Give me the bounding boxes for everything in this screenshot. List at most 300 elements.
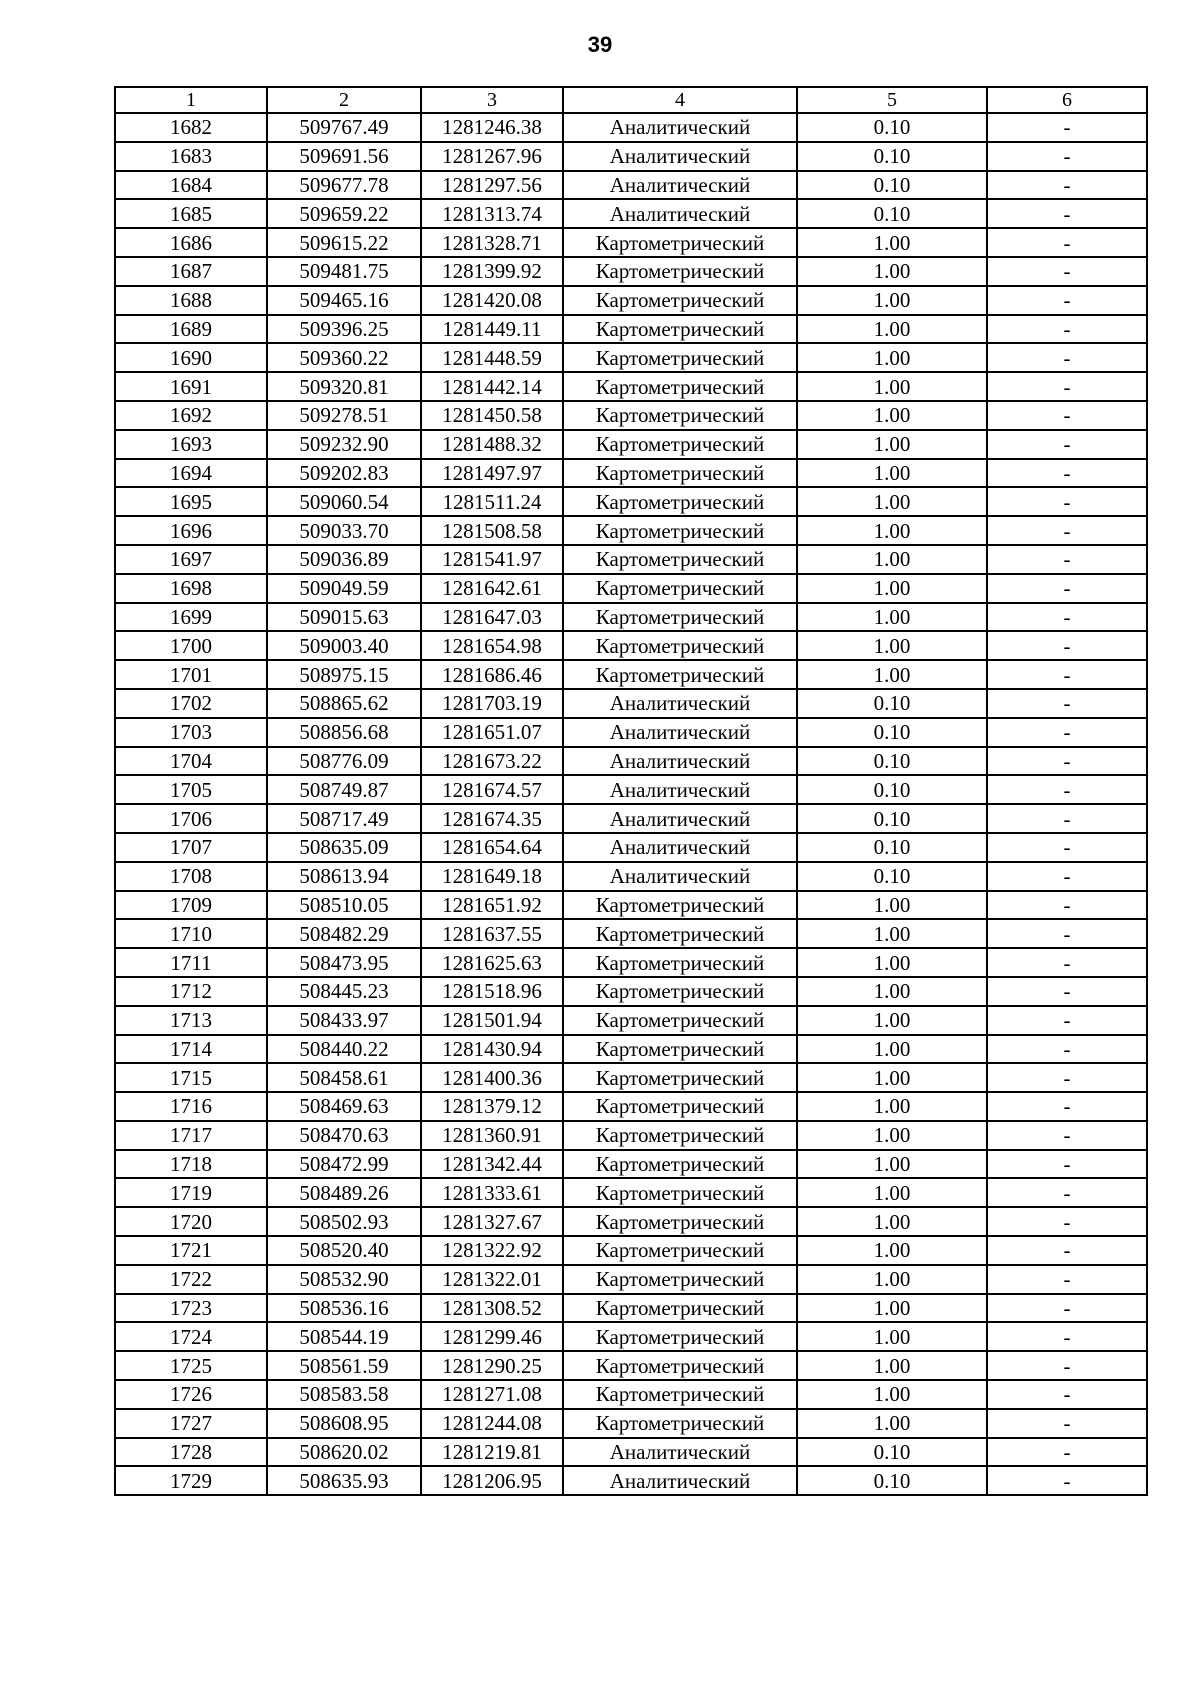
accuracy-cell: 1.00 bbox=[797, 1121, 987, 1150]
note-cell: - bbox=[987, 1006, 1147, 1035]
table-row bbox=[115, 171, 1147, 200]
x-coordinate-cell: 508502.93 bbox=[267, 1207, 421, 1236]
note-cell: - bbox=[987, 603, 1147, 632]
method-cell: Картометрический bbox=[563, 545, 797, 574]
x-coordinate-cell: 508865.62 bbox=[267, 689, 421, 718]
method-cell: Картометрический bbox=[563, 574, 797, 603]
table-row bbox=[115, 775, 1147, 804]
method-cell: Картометрический bbox=[563, 372, 797, 401]
note-cell: - bbox=[987, 1294, 1147, 1323]
x-coordinate-cell: 509677.78 bbox=[267, 171, 421, 200]
method-cell: Аналитический bbox=[563, 718, 797, 747]
accuracy-cell: 1.00 bbox=[797, 487, 987, 516]
table-row bbox=[115, 487, 1147, 516]
accuracy-cell: 1.00 bbox=[797, 1265, 987, 1294]
x-coordinate-cell: 508613.94 bbox=[267, 862, 421, 891]
point-number-cell: 1729 bbox=[115, 1466, 267, 1495]
point-number-cell: 1709 bbox=[115, 891, 267, 920]
table-row bbox=[115, 718, 1147, 747]
accuracy-cell: 1.00 bbox=[797, 1207, 987, 1236]
note-cell: - bbox=[987, 1092, 1147, 1121]
point-number-cell: 1712 bbox=[115, 977, 267, 1006]
y-coordinate-cell: 1281654.98 bbox=[421, 631, 563, 660]
method-cell: Картометрический bbox=[563, 257, 797, 286]
note-cell: - bbox=[987, 171, 1147, 200]
point-number-cell: 1694 bbox=[115, 459, 267, 488]
accuracy-cell: 0.10 bbox=[797, 113, 987, 142]
method-cell: Картометрический bbox=[563, 1409, 797, 1438]
accuracy-cell: 0.10 bbox=[797, 804, 987, 833]
note-cell: - bbox=[987, 1178, 1147, 1207]
point-number-cell: 1720 bbox=[115, 1207, 267, 1236]
y-coordinate-cell: 1281642.61 bbox=[421, 574, 563, 603]
y-coordinate-cell: 1281501.94 bbox=[421, 1006, 563, 1035]
note-cell: - bbox=[987, 487, 1147, 516]
note-cell: - bbox=[987, 631, 1147, 660]
y-coordinate-cell: 1281244.08 bbox=[421, 1409, 563, 1438]
y-coordinate-cell: 1281297.56 bbox=[421, 171, 563, 200]
y-coordinate-cell: 1281673.22 bbox=[421, 747, 563, 776]
point-number-cell: 1685 bbox=[115, 199, 267, 228]
accuracy-cell: 1.00 bbox=[797, 977, 987, 1006]
method-cell: Картометрический bbox=[563, 631, 797, 660]
point-number-cell: 1691 bbox=[115, 372, 267, 401]
y-coordinate-cell: 1281686.46 bbox=[421, 660, 563, 689]
table-row bbox=[115, 977, 1147, 1006]
note-cell: - bbox=[987, 1121, 1147, 1150]
table-row bbox=[115, 1351, 1147, 1380]
x-coordinate-cell: 508473.95 bbox=[267, 948, 421, 977]
y-coordinate-cell: 1281360.91 bbox=[421, 1121, 563, 1150]
y-coordinate-cell: 1281400.36 bbox=[421, 1063, 563, 1092]
table-row bbox=[115, 747, 1147, 776]
x-coordinate-cell: 509320.81 bbox=[267, 372, 421, 401]
point-number-cell: 1722 bbox=[115, 1265, 267, 1294]
y-coordinate-cell: 1281651.07 bbox=[421, 718, 563, 747]
point-number-cell: 1725 bbox=[115, 1351, 267, 1380]
table-row bbox=[115, 286, 1147, 315]
x-coordinate-cell: 509767.49 bbox=[267, 113, 421, 142]
y-coordinate-cell: 1281508.58 bbox=[421, 516, 563, 545]
point-number-cell: 1695 bbox=[115, 487, 267, 516]
y-coordinate-cell: 1281448.59 bbox=[421, 343, 563, 372]
accuracy-cell: 1.00 bbox=[797, 1063, 987, 1092]
y-coordinate-cell: 1281246.38 bbox=[421, 113, 563, 142]
x-coordinate-cell: 508635.09 bbox=[267, 833, 421, 862]
method-cell: Картометрический bbox=[563, 315, 797, 344]
accuracy-cell: 1.00 bbox=[797, 1322, 987, 1351]
method-cell: Аналитический bbox=[563, 199, 797, 228]
note-cell: - bbox=[987, 545, 1147, 574]
x-coordinate-cell: 509033.70 bbox=[267, 516, 421, 545]
accuracy-cell: 0.10 bbox=[797, 1466, 987, 1495]
y-coordinate-cell: 1281322.01 bbox=[421, 1265, 563, 1294]
accuracy-cell: 0.10 bbox=[797, 775, 987, 804]
y-coordinate-cell: 1281649.18 bbox=[421, 862, 563, 891]
note-cell: - bbox=[987, 660, 1147, 689]
accuracy-cell: 1.00 bbox=[797, 948, 987, 977]
method-cell: Картометрический bbox=[563, 1294, 797, 1323]
table-row bbox=[115, 948, 1147, 977]
note-cell: - bbox=[987, 574, 1147, 603]
table-row bbox=[115, 343, 1147, 372]
note-cell: - bbox=[987, 286, 1147, 315]
y-coordinate-cell: 1281511.24 bbox=[421, 487, 563, 516]
point-number-cell: 1723 bbox=[115, 1294, 267, 1323]
accuracy-cell: 1.00 bbox=[797, 631, 987, 660]
x-coordinate-cell: 508458.61 bbox=[267, 1063, 421, 1092]
table-row bbox=[115, 257, 1147, 286]
column-header: 3 bbox=[421, 87, 563, 113]
table-row bbox=[115, 862, 1147, 891]
x-coordinate-cell: 508520.40 bbox=[267, 1236, 421, 1265]
column-header: 4 bbox=[563, 87, 797, 113]
note-cell: - bbox=[987, 1265, 1147, 1294]
x-coordinate-cell: 508445.23 bbox=[267, 977, 421, 1006]
y-coordinate-cell: 1281442.14 bbox=[421, 372, 563, 401]
accuracy-cell: 1.00 bbox=[797, 1236, 987, 1265]
accuracy-cell: 1.00 bbox=[797, 1380, 987, 1409]
x-coordinate-cell: 509615.22 bbox=[267, 228, 421, 257]
note-cell: - bbox=[987, 228, 1147, 257]
column-header: 2 bbox=[267, 87, 421, 113]
accuracy-cell: 1.00 bbox=[797, 228, 987, 257]
accuracy-cell: 1.00 bbox=[797, 257, 987, 286]
note-cell: - bbox=[987, 775, 1147, 804]
point-number-cell: 1683 bbox=[115, 142, 267, 171]
method-cell: Картометрический bbox=[563, 919, 797, 948]
x-coordinate-cell: 508489.26 bbox=[267, 1178, 421, 1207]
x-coordinate-cell: 508433.97 bbox=[267, 1006, 421, 1035]
note-cell: - bbox=[987, 343, 1147, 372]
note-cell: - bbox=[987, 1409, 1147, 1438]
note-cell: - bbox=[987, 401, 1147, 430]
accuracy-cell: 1.00 bbox=[797, 401, 987, 430]
y-coordinate-cell: 1281313.74 bbox=[421, 199, 563, 228]
accuracy-cell: 1.00 bbox=[797, 459, 987, 488]
x-coordinate-cell: 509481.75 bbox=[267, 257, 421, 286]
note-cell: - bbox=[987, 804, 1147, 833]
method-cell: Аналитический bbox=[563, 862, 797, 891]
accuracy-cell: 1.00 bbox=[797, 430, 987, 459]
method-cell: Картометрический bbox=[563, 1380, 797, 1409]
page-number: 39 bbox=[587, 32, 613, 57]
accuracy-cell: 1.00 bbox=[797, 1294, 987, 1323]
x-coordinate-cell: 509060.54 bbox=[267, 487, 421, 516]
accuracy-cell: 1.00 bbox=[797, 1150, 987, 1179]
method-cell: Картометрический bbox=[563, 891, 797, 920]
note-cell: - bbox=[987, 833, 1147, 862]
note-cell: - bbox=[987, 516, 1147, 545]
accuracy-cell: 1.00 bbox=[797, 372, 987, 401]
point-number-cell: 1684 bbox=[115, 171, 267, 200]
y-coordinate-cell: 1281271.08 bbox=[421, 1380, 563, 1409]
point-number-cell: 1682 bbox=[115, 113, 267, 142]
accuracy-cell: 1.00 bbox=[797, 1092, 987, 1121]
accuracy-cell: 0.10 bbox=[797, 199, 987, 228]
y-coordinate-cell: 1281647.03 bbox=[421, 603, 563, 632]
point-number-cell: 1689 bbox=[115, 315, 267, 344]
method-cell: Картометрический bbox=[563, 1322, 797, 1351]
point-number-cell: 1717 bbox=[115, 1121, 267, 1150]
method-cell: Картометрический bbox=[563, 1207, 797, 1236]
table-row bbox=[115, 315, 1147, 344]
x-coordinate-cell: 508536.16 bbox=[267, 1294, 421, 1323]
method-cell: Картометрический bbox=[563, 487, 797, 516]
x-coordinate-cell: 508510.05 bbox=[267, 891, 421, 920]
table-row bbox=[115, 1409, 1147, 1438]
table-row bbox=[115, 1322, 1147, 1351]
method-cell: Аналитический bbox=[563, 804, 797, 833]
note-cell: - bbox=[987, 430, 1147, 459]
method-cell: Аналитический bbox=[563, 142, 797, 171]
accuracy-cell: 0.10 bbox=[797, 833, 987, 862]
y-coordinate-cell: 1281518.96 bbox=[421, 977, 563, 1006]
point-number-cell: 1726 bbox=[115, 1380, 267, 1409]
accuracy-cell: 1.00 bbox=[797, 1409, 987, 1438]
x-coordinate-cell: 509003.40 bbox=[267, 631, 421, 660]
x-coordinate-cell: 508776.09 bbox=[267, 747, 421, 776]
table-row bbox=[115, 833, 1147, 862]
point-number-cell: 1690 bbox=[115, 343, 267, 372]
method-cell: Картометрический bbox=[563, 660, 797, 689]
point-number-cell: 1704 bbox=[115, 747, 267, 776]
point-number-cell: 1718 bbox=[115, 1150, 267, 1179]
method-cell: Аналитический bbox=[563, 113, 797, 142]
accuracy-cell: 1.00 bbox=[797, 1351, 987, 1380]
method-cell: Картометрический bbox=[563, 1236, 797, 1265]
point-number-cell: 1701 bbox=[115, 660, 267, 689]
y-coordinate-cell: 1281420.08 bbox=[421, 286, 563, 315]
point-number-cell: 1724 bbox=[115, 1322, 267, 1351]
method-cell: Аналитический bbox=[563, 1438, 797, 1467]
x-coordinate-cell: 508532.90 bbox=[267, 1265, 421, 1294]
accuracy-cell: 1.00 bbox=[797, 603, 987, 632]
accuracy-cell: 1.00 bbox=[797, 315, 987, 344]
point-number-cell: 1702 bbox=[115, 689, 267, 718]
method-cell: Картометрический bbox=[563, 977, 797, 1006]
point-number-cell: 1728 bbox=[115, 1438, 267, 1467]
table-row bbox=[115, 1178, 1147, 1207]
y-coordinate-cell: 1281299.46 bbox=[421, 1322, 563, 1351]
table-row bbox=[115, 372, 1147, 401]
point-number-cell: 1688 bbox=[115, 286, 267, 315]
point-number-cell: 1715 bbox=[115, 1063, 267, 1092]
table-row bbox=[115, 603, 1147, 632]
accuracy-cell: 1.00 bbox=[797, 545, 987, 574]
point-number-cell: 1721 bbox=[115, 1236, 267, 1265]
table-body bbox=[115, 113, 1147, 1495]
method-cell: Аналитический bbox=[563, 775, 797, 804]
method-cell: Картометрический bbox=[563, 228, 797, 257]
accuracy-cell: 1.00 bbox=[797, 516, 987, 545]
table-row bbox=[115, 689, 1147, 718]
accuracy-cell: 1.00 bbox=[797, 1035, 987, 1064]
note-cell: - bbox=[987, 977, 1147, 1006]
y-coordinate-cell: 1281637.55 bbox=[421, 919, 563, 948]
table-row bbox=[115, 1438, 1147, 1467]
table-row bbox=[115, 459, 1147, 488]
note-cell: - bbox=[987, 1466, 1147, 1495]
table-row bbox=[115, 516, 1147, 545]
y-coordinate-cell: 1281674.57 bbox=[421, 775, 563, 804]
y-coordinate-cell: 1281488.32 bbox=[421, 430, 563, 459]
y-coordinate-cell: 1281322.92 bbox=[421, 1236, 563, 1265]
y-coordinate-cell: 1281541.97 bbox=[421, 545, 563, 574]
method-cell: Картометрический bbox=[563, 603, 797, 632]
note-cell: - bbox=[987, 1236, 1147, 1265]
table-row bbox=[115, 1265, 1147, 1294]
table-row bbox=[115, 199, 1147, 228]
table-row bbox=[115, 1092, 1147, 1121]
table-row bbox=[115, 631, 1147, 660]
note-cell: - bbox=[987, 862, 1147, 891]
x-coordinate-cell: 509049.59 bbox=[267, 574, 421, 603]
accuracy-cell: 1.00 bbox=[797, 660, 987, 689]
point-number-cell: 1708 bbox=[115, 862, 267, 891]
note-cell: - bbox=[987, 199, 1147, 228]
table-row bbox=[115, 891, 1147, 920]
y-coordinate-cell: 1281399.92 bbox=[421, 257, 563, 286]
accuracy-cell: 1.00 bbox=[797, 891, 987, 920]
point-number-cell: 1703 bbox=[115, 718, 267, 747]
y-coordinate-cell: 1281333.61 bbox=[421, 1178, 563, 1207]
table-row bbox=[115, 1466, 1147, 1495]
note-cell: - bbox=[987, 142, 1147, 171]
table-row bbox=[115, 1236, 1147, 1265]
accuracy-cell: 0.10 bbox=[797, 142, 987, 171]
x-coordinate-cell: 509036.89 bbox=[267, 545, 421, 574]
method-cell: Картометрический bbox=[563, 1351, 797, 1380]
x-coordinate-cell: 508469.63 bbox=[267, 1092, 421, 1121]
accuracy-cell: 1.00 bbox=[797, 286, 987, 315]
x-coordinate-cell: 509015.63 bbox=[267, 603, 421, 632]
point-number-cell: 1696 bbox=[115, 516, 267, 545]
x-coordinate-cell: 509360.22 bbox=[267, 343, 421, 372]
y-coordinate-cell: 1281308.52 bbox=[421, 1294, 563, 1323]
table-row bbox=[115, 1006, 1147, 1035]
method-cell: Аналитический bbox=[563, 833, 797, 862]
method-cell: Аналитический bbox=[563, 747, 797, 776]
point-number-cell: 1707 bbox=[115, 833, 267, 862]
method-cell: Аналитический bbox=[563, 1466, 797, 1495]
note-cell: - bbox=[987, 1351, 1147, 1380]
table-row bbox=[115, 574, 1147, 603]
table-row bbox=[115, 430, 1147, 459]
table-row bbox=[115, 228, 1147, 257]
note-cell: - bbox=[987, 1438, 1147, 1467]
table-row bbox=[115, 1150, 1147, 1179]
method-cell: Картометрический bbox=[563, 516, 797, 545]
x-coordinate-cell: 508749.87 bbox=[267, 775, 421, 804]
x-coordinate-cell: 508561.59 bbox=[267, 1351, 421, 1380]
point-number-cell: 1686 bbox=[115, 228, 267, 257]
method-cell: Картометрический bbox=[563, 1265, 797, 1294]
method-cell: Картометрический bbox=[563, 1092, 797, 1121]
y-coordinate-cell: 1281267.96 bbox=[421, 142, 563, 171]
note-cell: - bbox=[987, 1035, 1147, 1064]
point-number-cell: 1697 bbox=[115, 545, 267, 574]
point-number-cell: 1727 bbox=[115, 1409, 267, 1438]
table-row bbox=[115, 1294, 1147, 1323]
table-row bbox=[115, 919, 1147, 948]
table-row bbox=[115, 545, 1147, 574]
note-cell: - bbox=[987, 919, 1147, 948]
x-coordinate-cell: 508440.22 bbox=[267, 1035, 421, 1064]
point-number-cell: 1699 bbox=[115, 603, 267, 632]
method-cell: Картометрический bbox=[563, 1063, 797, 1092]
accuracy-cell: 1.00 bbox=[797, 1178, 987, 1207]
x-coordinate-cell: 509691.56 bbox=[267, 142, 421, 171]
column-header: 5 bbox=[797, 87, 987, 113]
note-cell: - bbox=[987, 1380, 1147, 1409]
y-coordinate-cell: 1281379.12 bbox=[421, 1092, 563, 1121]
note-cell: - bbox=[987, 459, 1147, 488]
y-coordinate-cell: 1281430.94 bbox=[421, 1035, 563, 1064]
y-coordinate-cell: 1281342.44 bbox=[421, 1150, 563, 1179]
x-coordinate-cell: 508470.63 bbox=[267, 1121, 421, 1150]
y-coordinate-cell: 1281651.92 bbox=[421, 891, 563, 920]
note-cell: - bbox=[987, 1207, 1147, 1236]
note-cell: - bbox=[987, 315, 1147, 344]
point-number-cell: 1713 bbox=[115, 1006, 267, 1035]
accuracy-cell: 0.10 bbox=[797, 747, 987, 776]
y-coordinate-cell: 1281219.81 bbox=[421, 1438, 563, 1467]
y-coordinate-cell: 1281703.19 bbox=[421, 689, 563, 718]
note-cell: - bbox=[987, 948, 1147, 977]
point-number-cell: 1714 bbox=[115, 1035, 267, 1064]
method-cell: Картометрический bbox=[563, 1178, 797, 1207]
table-row bbox=[115, 113, 1147, 142]
x-coordinate-cell: 508583.58 bbox=[267, 1380, 421, 1409]
table-row bbox=[115, 1035, 1147, 1064]
x-coordinate-cell: 509278.51 bbox=[267, 401, 421, 430]
method-cell: Картометрический bbox=[563, 1121, 797, 1150]
table-row bbox=[115, 1207, 1147, 1236]
y-coordinate-cell: 1281674.35 bbox=[421, 804, 563, 833]
accuracy-cell: 0.10 bbox=[797, 862, 987, 891]
y-coordinate-cell: 1281290.25 bbox=[421, 1351, 563, 1380]
table-row bbox=[115, 660, 1147, 689]
table-row bbox=[115, 804, 1147, 833]
table-header-row bbox=[115, 87, 1147, 113]
method-cell: Аналитический bbox=[563, 171, 797, 200]
note-cell: - bbox=[987, 113, 1147, 142]
method-cell: Картометрический bbox=[563, 286, 797, 315]
point-number-cell: 1693 bbox=[115, 430, 267, 459]
x-coordinate-cell: 509396.25 bbox=[267, 315, 421, 344]
note-cell: - bbox=[987, 1150, 1147, 1179]
x-coordinate-cell: 509202.83 bbox=[267, 459, 421, 488]
method-cell: Картометрический bbox=[563, 1006, 797, 1035]
table-row bbox=[115, 142, 1147, 171]
x-coordinate-cell: 508856.68 bbox=[267, 718, 421, 747]
note-cell: - bbox=[987, 1322, 1147, 1351]
point-number-cell: 1692 bbox=[115, 401, 267, 430]
y-coordinate-cell: 1281327.67 bbox=[421, 1207, 563, 1236]
coordinates-table bbox=[114, 86, 1148, 1496]
accuracy-cell: 0.10 bbox=[797, 689, 987, 718]
x-coordinate-cell: 508472.99 bbox=[267, 1150, 421, 1179]
note-cell: - bbox=[987, 891, 1147, 920]
point-number-cell: 1710 bbox=[115, 919, 267, 948]
point-number-cell: 1700 bbox=[115, 631, 267, 660]
table-row bbox=[115, 1121, 1147, 1150]
column-header: 1 bbox=[115, 87, 267, 113]
method-cell: Картометрический bbox=[563, 401, 797, 430]
y-coordinate-cell: 1281625.63 bbox=[421, 948, 563, 977]
method-cell: Аналитический bbox=[563, 689, 797, 718]
